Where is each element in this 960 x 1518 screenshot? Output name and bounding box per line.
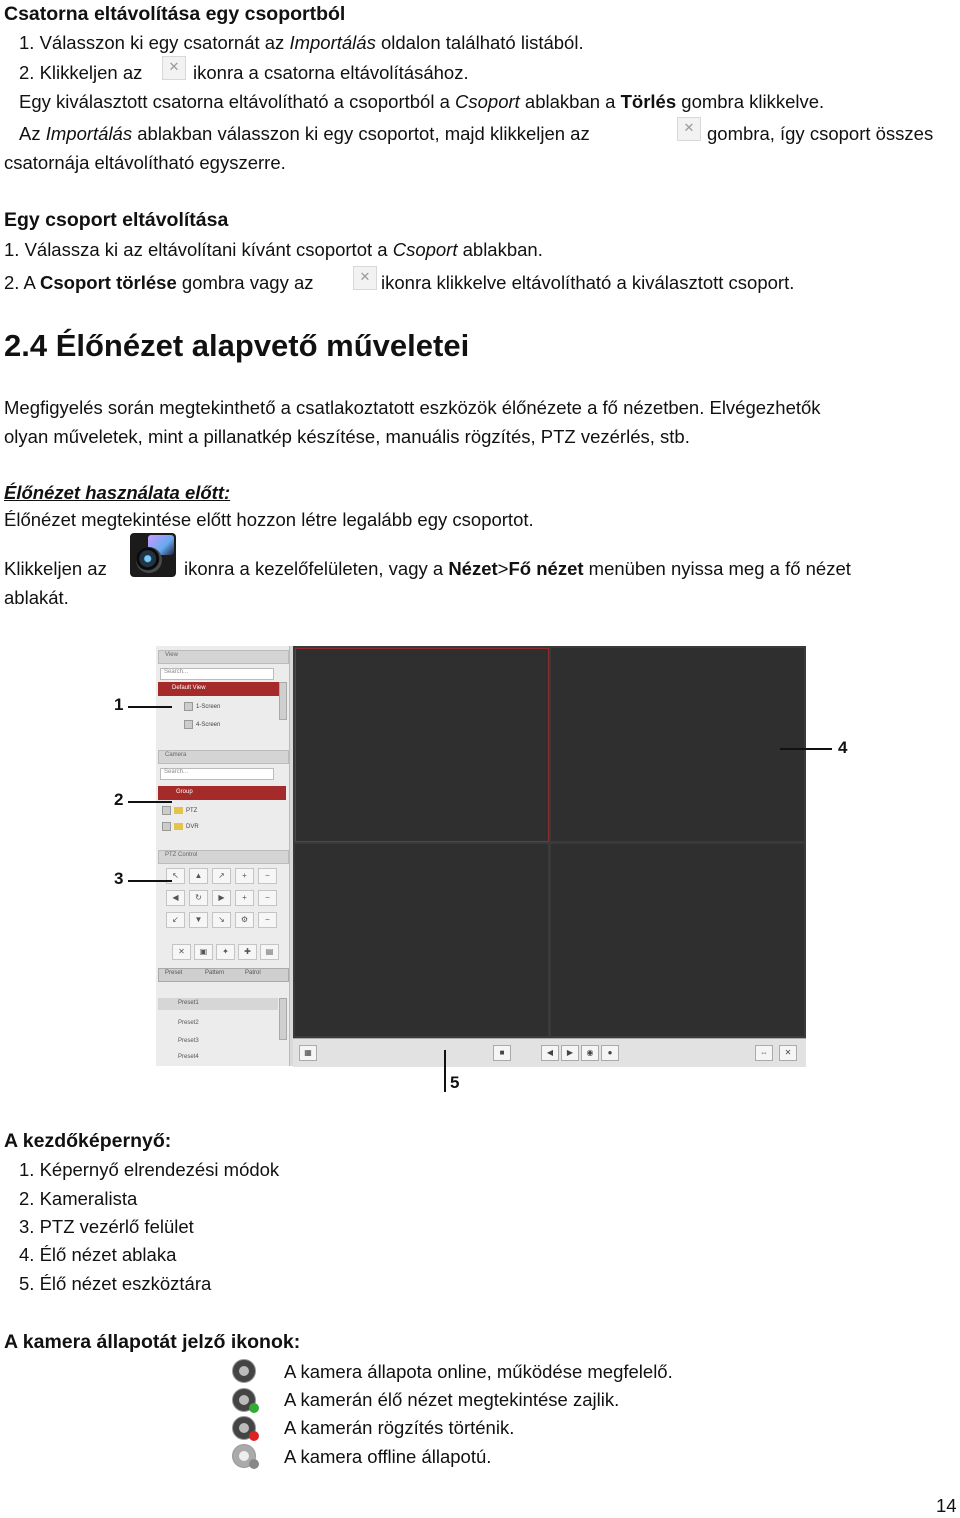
status-online-text: A kamera állapota online, működése megfelelő. [284,1361,673,1382]
s2-line1: 1. Válassza ki az eltávolítani kívánt csoportot a Csoport ablakban. [4,239,543,260]
ptz-btn[interactable]: ↘ [212,912,231,928]
s1-line2b: ikonra a csatorna eltávolításához. [193,62,469,83]
home-item-3: 3. PTZ vezérlő felület [19,1216,194,1237]
live-cell-2[interactable] [551,648,804,841]
live-cell-3[interactable] [295,844,548,1036]
callout-2: 2 [114,790,124,809]
s3-click-a: Klikkeljen az [4,558,107,579]
home-item-5: 5. Élő nézet eszköztára [19,1273,212,1294]
s1-line4b: gombra, így csoport összes [707,123,934,144]
heading-remove-channel: Csatorna eltávolítása egy csoportból [4,3,346,25]
callout-line-5 [444,1050,446,1092]
s1-line4: Az Importálás ablakban válasszon ki egy csoportot, majd klikkeljen az [19,123,590,144]
live-toolbar [293,1038,806,1067]
camera-folder-2[interactable]: DVR [162,822,199,831]
s3-click-c: ablakát. [4,587,69,608]
sidebar [156,646,290,1066]
ptz-btn[interactable]: − [258,912,277,928]
before-live-title: Élőnézet használata előtt: [4,482,231,503]
ptz-btn[interactable]: − [258,868,277,884]
ptz-btn[interactable]: ↖ [166,868,185,884]
s3-para2: olyan műveletek, mint a pillanatkép készítése, manuális rögzítés, PTZ vezérlés, stb. [4,426,690,447]
home-item-2: 2. Kameralista [19,1188,138,1209]
heading-home-screen: A kezdőképernyő: [4,1130,172,1152]
s1-line2: 2. Klikkeljen az [19,62,143,83]
ptz-btn[interactable]: ↗ [212,868,231,884]
stop-button[interactable]: ■ [493,1045,511,1061]
view-search-input[interactable]: Search... [160,668,274,680]
s1-line5: csatornája eltávolítható egyszerre. [4,152,286,173]
ptz-tool-btn[interactable]: ▤ [260,944,279,960]
s3-click-b: ikonra a kezelőfelületen, vagy a Nézet>Fő nézet menüben nyissa meg a fő nézet [184,558,851,579]
home-item-4: 4. Élő nézet ablaka [19,1244,177,1265]
camera-live-icon [232,1388,256,1412]
callout-4: 4 [838,738,848,757]
tab-pattern[interactable]: Pattern [205,970,225,976]
live-view-window[interactable] [293,646,806,1038]
next-button[interactable]: ▶ [561,1045,579,1061]
ptz-btn[interactable]: ↙ [166,912,185,928]
record-button[interactable]: ● [601,1045,619,1061]
ptz-btn[interactable]: ⚙ [235,912,254,928]
live-cell-1[interactable] [295,648,549,842]
ptz-btn[interactable]: + [235,868,254,884]
main-view-icon[interactable] [130,533,176,577]
callout-line-4 [780,748,832,750]
ptz-tool-btn[interactable]: ▣ [194,944,213,960]
heading-camera-status: A kamera állapotát jelző ikonok: [4,1331,301,1353]
camera-search-input[interactable]: Search... [160,768,274,780]
s2-line2b: ikonra klikkelve eltávolítható a kiválasztott csoport. [381,272,795,293]
live-cell-4[interactable] [551,844,804,1036]
camera-recording-icon [232,1416,256,1440]
remove-icon[interactable]: ✕ [677,117,701,141]
ptz-btn[interactable]: ↻ [189,890,208,906]
view-item-2[interactable]: 4-Screen [184,720,220,729]
view-pane-header: View [158,650,289,664]
callout-line-3 [128,880,172,882]
ptz-btn[interactable]: ◀ [166,890,185,906]
camera-folder-1[interactable]: PTZ [162,806,197,815]
callout-line-1 [128,706,172,708]
layout-button[interactable]: ▦ [299,1045,317,1061]
preset-scrollbar[interactable] [279,998,287,1040]
view-scrollbar[interactable] [279,682,287,720]
status-recording-text: A kamerán rögzítés történik. [284,1417,515,1438]
ptz-tool-btn[interactable]: ✕ [172,944,191,960]
ptz-btn[interactable]: − [258,890,277,906]
tab-patrol[interactable]: Patrol [245,970,261,976]
status-live-text: A kamerán élő nézet megtekintése zajlik. [284,1389,620,1410]
ptz-toolbar [166,944,281,962]
s3-para1: Megfigyelés során megtekinthető a csatlakoztatott eszközök élőnézete a fő nézetben. Elvégezhetők [4,397,821,418]
callout-5: 5 [450,1073,460,1092]
ptz-btn[interactable]: ▼ [189,912,208,928]
heading-live-view: 2.4 Élőnézet alapvető műveletei [4,328,470,363]
s2-line2: 2. A Csoport törlése gombra vagy az [4,272,314,293]
callout-1: 1 [114,695,124,714]
callout-3: 3 [114,869,124,888]
s1-line1: 1. Válasszon ki egy csatornát az Importálás oldalon található listából. [19,32,584,53]
status-offline-text: A kamera offline állapotú. [284,1446,492,1467]
camera-online-icon [232,1359,256,1383]
page-number: 14 [936,1495,957,1516]
heading-remove-group: Egy csoport eltávolítása [4,209,229,231]
remove-icon[interactable]: ✕ [353,266,377,290]
s1-line3: Egy kiválasztott csatorna eltávolítható a csoportból a Csoport ablakban a Törlés gombra klikkelve. [19,91,825,112]
camera-selected-row[interactable]: Group [158,786,286,800]
preset-row[interactable]: Preset4 [178,1054,199,1060]
ptz-btn[interactable]: ▶ [212,890,231,906]
preset-row[interactable]: Preset1 [158,998,278,1010]
ptz-btn[interactable]: ▲ [189,868,208,884]
prev-button[interactable]: ◀ [541,1045,559,1061]
camera-offline-icon [232,1444,256,1468]
view-item-1[interactable]: 1-Screen [184,702,220,711]
ptz-btn[interactable]: + [235,890,254,906]
close-button[interactable]: ✕ [779,1045,797,1061]
before-live-text: Élőnézet megtekintése előtt hozzon létre legalább egy csoportot. [4,509,534,530]
fullscreen-button[interactable]: ⇔ [755,1045,773,1061]
callout-line-2 [128,801,172,803]
remove-icon[interactable]: ✕ [162,56,186,80]
preset-row[interactable]: Preset3 [178,1038,199,1044]
home-item-1: 1. Képernyő elrendezési módok [19,1159,280,1180]
view-selected-row[interactable]: Default View [158,682,286,696]
preset-tabs [158,968,289,982]
main-view-screenshot [156,646,806,1066]
ptz-pane-header: PTZ Control [158,850,289,864]
camera-pane-header: Camera [158,750,289,764]
tab-preset[interactable]: Preset [165,970,183,976]
preset-row[interactable]: Preset2 [178,1020,199,1026]
ptz-tool-btn[interactable]: ✦ [216,944,235,960]
ptz-tool-btn[interactable]: ✚ [238,944,257,960]
snapshot-button[interactable]: ◉ [581,1045,599,1061]
